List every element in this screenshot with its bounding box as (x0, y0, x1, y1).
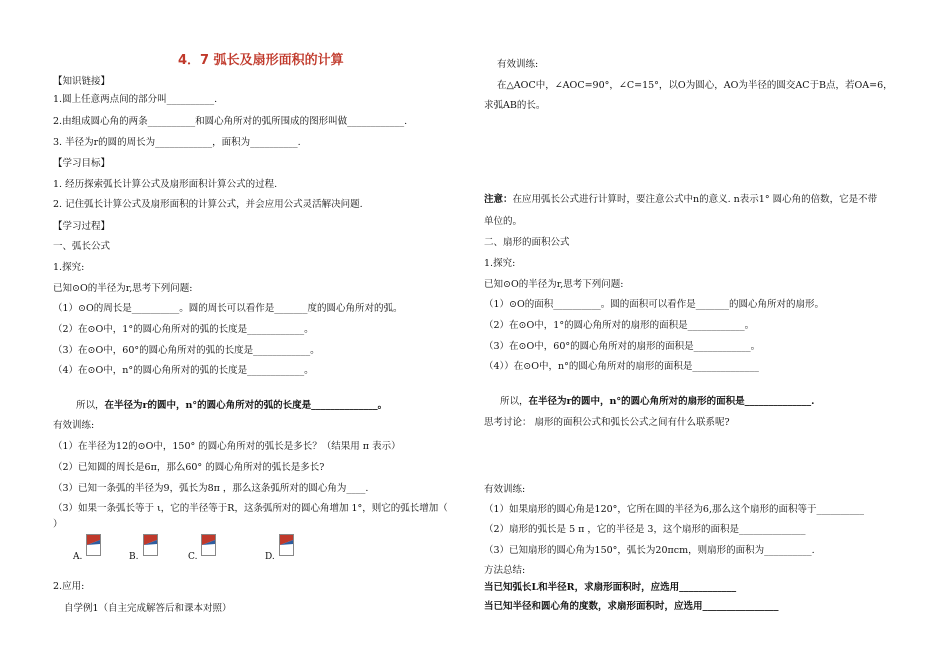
right-conclusion (500, 395, 815, 408)
right-problem-line-1: 在△AOC中，∠AOC=90°，∠C=15°，以O为圆心，AO为半径的圆交AC于B点，若OA=6， (497, 80, 893, 91)
think-discussion: 思考讨论： 扇形的面积公式和弧长公式之间有什么联系呢? (484, 417, 730, 428)
sector-figure-icon (144, 535, 157, 555)
knowledge-header: 【知识链接】 (53, 76, 111, 87)
practice-item-3: （3）已知一条弧的半径为9，弧长为8π ，那么这条弧所对的圆心角为____. (53, 483, 369, 494)
note-label: 注意： (484, 194, 513, 205)
goal-header: 【学习目标】 (53, 158, 111, 169)
process-header: 【学习过程】 (53, 221, 111, 232)
option-c-label: C. (188, 552, 198, 562)
conclusion-prefix: 所以， (76, 400, 105, 411)
exercise-3: （3）已知扇形的圆心角为150°，弧长为20πcm，则扇形的面积为__________. (484, 545, 815, 556)
section-2-heading: 二、扇形的面积公式 (484, 237, 570, 248)
right-practice-label: 有效训练: (497, 59, 539, 70)
method-summary-1: 当已知弧长L和半径R，求扇形面积时，应选用____________ (484, 582, 737, 593)
right-known-statement: 已知⊙O的半径为r,思考下列问题: (484, 279, 624, 290)
right-question-1: （1）⊙O的面积__________。圆的面积可以看作是_______的圆心角所对的扇形。 (484, 299, 825, 310)
knowledge-item-2: 2.由组成圆心角的两条__________和圆心角所对的弧所围成的图形叫做____________. (53, 116, 408, 127)
option-c-figure (201, 534, 216, 556)
knowledge-item-1: 1.圆上任意两点间的部分叫__________. (53, 94, 218, 105)
right-conclusion-formula: 在半径为r的圆中，n°的圆心角所对的扇形的面积是______________. (528, 396, 815, 407)
question-2: （2）在⊙O中，1°的圆心角所对的弧的长度是____________。 (53, 324, 314, 335)
practice-item-4: （3）如果一条弧长等于 ι，它的半径等于R，这条弧所对的圆心角增加 1°，则它的弧长增加（ (53, 503, 448, 514)
right-question-2: （2）在⊙O中，1°的圆心角所对的扇形的面积是____________。 (484, 320, 755, 331)
conclusion (76, 399, 387, 412)
right-problem-line-2: 求弧AB的长。 (484, 100, 546, 111)
question-1: （1）⊙O的周长是__________。圆的周长可以看作是_______度的圆心角所对的弧。 (53, 303, 403, 314)
goal-item-1: 1. 经历探索弧长计算公式及扇形面积计算公式的过程. (53, 179, 278, 190)
right-question-4: （4））在⊙O中，n°的圆心角所对的扇形的面积是______________ (484, 361, 759, 372)
sector-figure-icon (202, 535, 215, 555)
method-summary-label: 方法总结: (484, 565, 526, 576)
note-line-1 (484, 193, 877, 206)
explore-label: 1.探究: (53, 262, 85, 273)
option-d-figure (279, 534, 294, 556)
knowledge-item-3: 3. 半径为r的圆的周长为____________，面积为__________. (53, 137, 301, 148)
sector-figure-icon (87, 535, 100, 555)
section-1-heading: 一、弧长公式 (53, 241, 111, 252)
note-text: 在应用弧长公式进行计算时，要注意公式中n的意义. n表示1° 圆心角的倍数，它是不带 (512, 194, 878, 205)
option-b-label: B. (129, 552, 139, 562)
method-summary-2: 当已知半径和圆心角的度数，求扇形面积时，应选用________________ (484, 601, 779, 612)
practice-item-2: （2）已知圆的周长是6π，那么60° 的圆心角所对的弧长是多长? (53, 462, 325, 473)
option-a-label: A. (73, 552, 83, 562)
known-statement: 已知⊙O的半径为r,思考下列问题: (53, 283, 193, 294)
practice-item-4-close: ） (53, 519, 63, 530)
goal-item-2: 2. 记住弧长计算公式及扇形面积的计算公式，并会应用公式灵活解决问题. (53, 199, 363, 210)
sector-figure-icon (280, 535, 293, 555)
right-practice-label-2: 有效训练: (484, 484, 526, 495)
option-b-figure (143, 534, 158, 556)
note-line-2: 单位的。 (484, 216, 523, 227)
option-a-figure (86, 534, 101, 556)
question-3: （3）在⊙O中，60°的圆心角所对的弧的长度是____________。 (53, 345, 320, 356)
exercise-2: （2）扇形的弧长是 5 π ，它的半径是 3，这个扇形的面积是______________ (484, 524, 806, 535)
question-4: （4）在⊙O中，n°的圆心角所对的弧的长度是____________。 (53, 365, 314, 376)
apply-label: 2.应用: (53, 581, 85, 592)
right-conclusion-prefix: 所以， (500, 396, 529, 407)
practice-label: 有效训练: (53, 420, 95, 431)
exercise-1: （1）如果扇形的圆心角是120°，它所在圆的半径为6,那么这个扇形的面积等于__________ (484, 504, 864, 515)
conclusion-formula: 在半径为r的圆中，n°的圆心角所对的弧的长度是______________。 (104, 400, 388, 411)
right-explore-label: 1.探究: (484, 258, 516, 269)
example-label: 自学例1（自主完成解答后和课本对照） (64, 603, 232, 614)
page-title: 4．7 弧长及扇形面积的计算 (178, 53, 344, 68)
practice-item-1: （1）在半径为12的⊙O中，150° 的圆心角所对的弧长是多长？（结果用 π 表示） (53, 441, 401, 452)
option-d-label: D. (265, 552, 275, 562)
right-question-3: （3）在⊙O中，60°的圆心角所对的扇形的面积是____________。 (484, 341, 761, 352)
